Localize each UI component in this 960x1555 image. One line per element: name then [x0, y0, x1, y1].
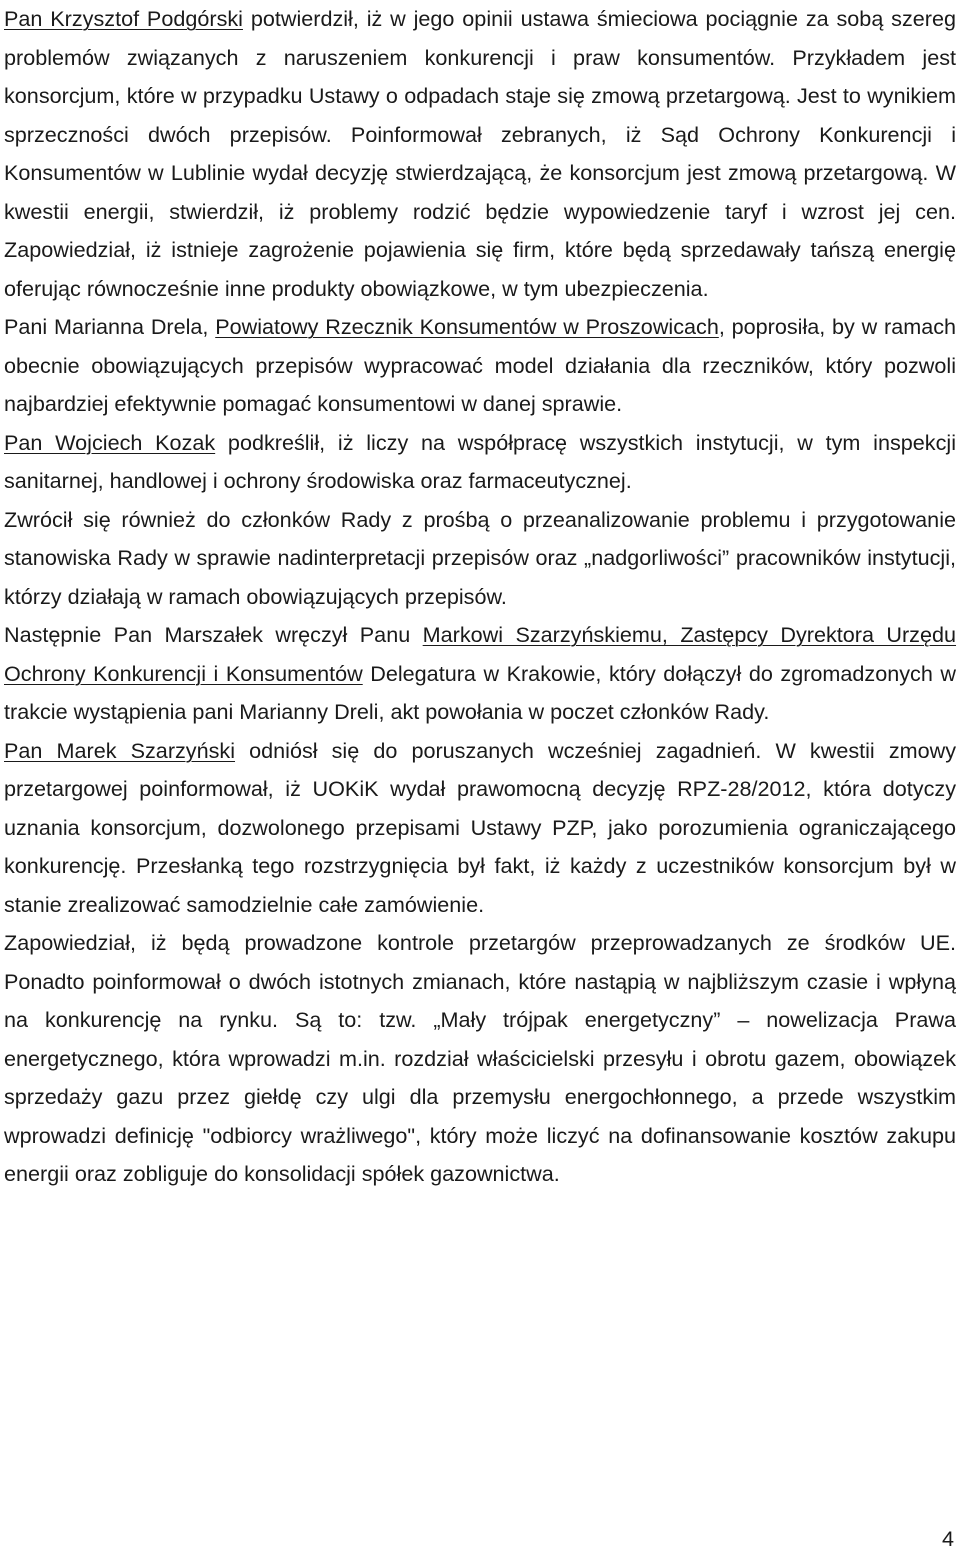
paragraph-szarzynski — [4, 732, 956, 925]
paragraph-kozak — [4, 424, 956, 501]
speaker-title: Markowi Szarzyńskiemu, Zastępcy Dyrektora Urzędu Ochrony Konkurencji i Konsumentów — [4, 622, 957, 686]
paragraph-podgorski — [4, 0, 956, 308]
speaker-name: Pan Krzysztof Podgórski — [4, 6, 243, 31]
paragraph-announcement — [4, 924, 956, 1194]
page-number: 4 — [941, 1526, 954, 1551]
paragraph-text: Pani Marianna Drela, — [4, 314, 216, 339]
speaker-name: Pan Wojciech Kozak — [4, 429, 216, 455]
speaker-title: Powiatowy Rzecznik Konsumentów w Proszowicach — [215, 314, 719, 339]
paragraph-text: Następnie Pan Marszałek wręczył Panu — [4, 622, 423, 647]
paragraph-text: Delegatura w Krakowie, który dołączył do zgromadzonych w trakcie wystąpienia pani Marianny Dreli, akt powołania w poczet członków Rady. — [4, 660, 956, 724]
paragraph-appointment — [4, 616, 956, 732]
paragraph-text: podkreślił, iż liczy na współpracę wszystkich instytucji, w tym inspekcji sanitarnej, handlowej i ochrony środowiska oraz farmaceutycznej. — [4, 429, 956, 493]
paragraph-text: , poprosiła, by w ramach obecnie obowiązujących przepisów wypracować model działania dla rzeczników, który pozwoli najbardziej efektywnie pomagać konsumentowi w danej sprawie. — [4, 314, 957, 416]
paragraph-drela — [4, 308, 956, 424]
paragraph-text: potwierdził, iż w jego opinii ustawa śmieciowa pociągnie za sobą szereg problemów związanych z naruszeniem konkurencji i praw konsumentów. Przykładem jest konsorcjum, które w przypadku Ustawy o odpadach staje się zmową przetargową. Jest to wynikiem sprzeczności dwóch przepisów. Poinformował zebranych, iż Sąd Ochrony Konkurencji i Konsumentów w Lublinie wydał decyzję stwierdzającą, że konsorcjum jest zmową przetargową. W kwestii energii, stwierdził, iż problemy rodzić będzie wypowiedzenie taryf i wzrost jej cen. Zapowiedział, iż istnieje zagrożenie pojawienia się firm, które będą sprzedawały tańszą energię oferując równocześnie inne produkty obowiązkowe, w tym ubezpieczenia. — [4, 6, 956, 301]
paragraph-text: odniósł się do poruszanych wcześniej zagadnień. W kwestii zmowy przetargowej poinformował, iż UOKiK wydał prawomocną decyzję RPZ-28/2012, która dotyczy uznania konsorcjum, dozwolonego przepisami Ustawy PZP, jako porozumienia ograniczającego konkurencję. Przesłanką tego rozstrzygnięcia był fakt, iż każdy z uczestników konsorcjum był w stanie zrealizować samodzielnie całe zamówienie. — [4, 737, 957, 917]
document-page — [4, 0, 956, 1194]
paragraph-text: Zapowiedział, iż będą prowadzone kontrole przetargów przeprowadzanych ze środków UE. Ponadto poinformował o dwóch istotnych zmianach, które nastąpią w najbliższym czasie i wpłyną na konkurencję na rynku. Są to: tzw. „Mały trójpak energetyczny” – nowelizacja Prawa energetycznego, która wprowadzi m.in. rozdział właścicielski przesyłu i obrotu gazem, obowiązek sprzedaży gazu przez giełdę czy ulgi dla przemysłu energochłonnego, a przede wszystkim wprowadzi definicję "odbiorcy wrażliwego", który może liczyć na dofinansowanie kosztów zakupu energii oraz zobliguje do konsolidacji spółek gazownictwa. — [4, 930, 956, 1186]
paragraph-text: Zwrócił się również do członków Rady z prośbą o przeanalizowanie problemu i przygotowanie stanowiska Rady w sprawie nadinterpretacji przepisów oraz „nadgorliwości” pracowników instytucji, którzy działają w ramach obowiązujących przepisów. — [4, 506, 956, 609]
speaker-name: Pan Marek Szarzyński — [4, 737, 236, 763]
paragraph-request — [4, 501, 956, 617]
